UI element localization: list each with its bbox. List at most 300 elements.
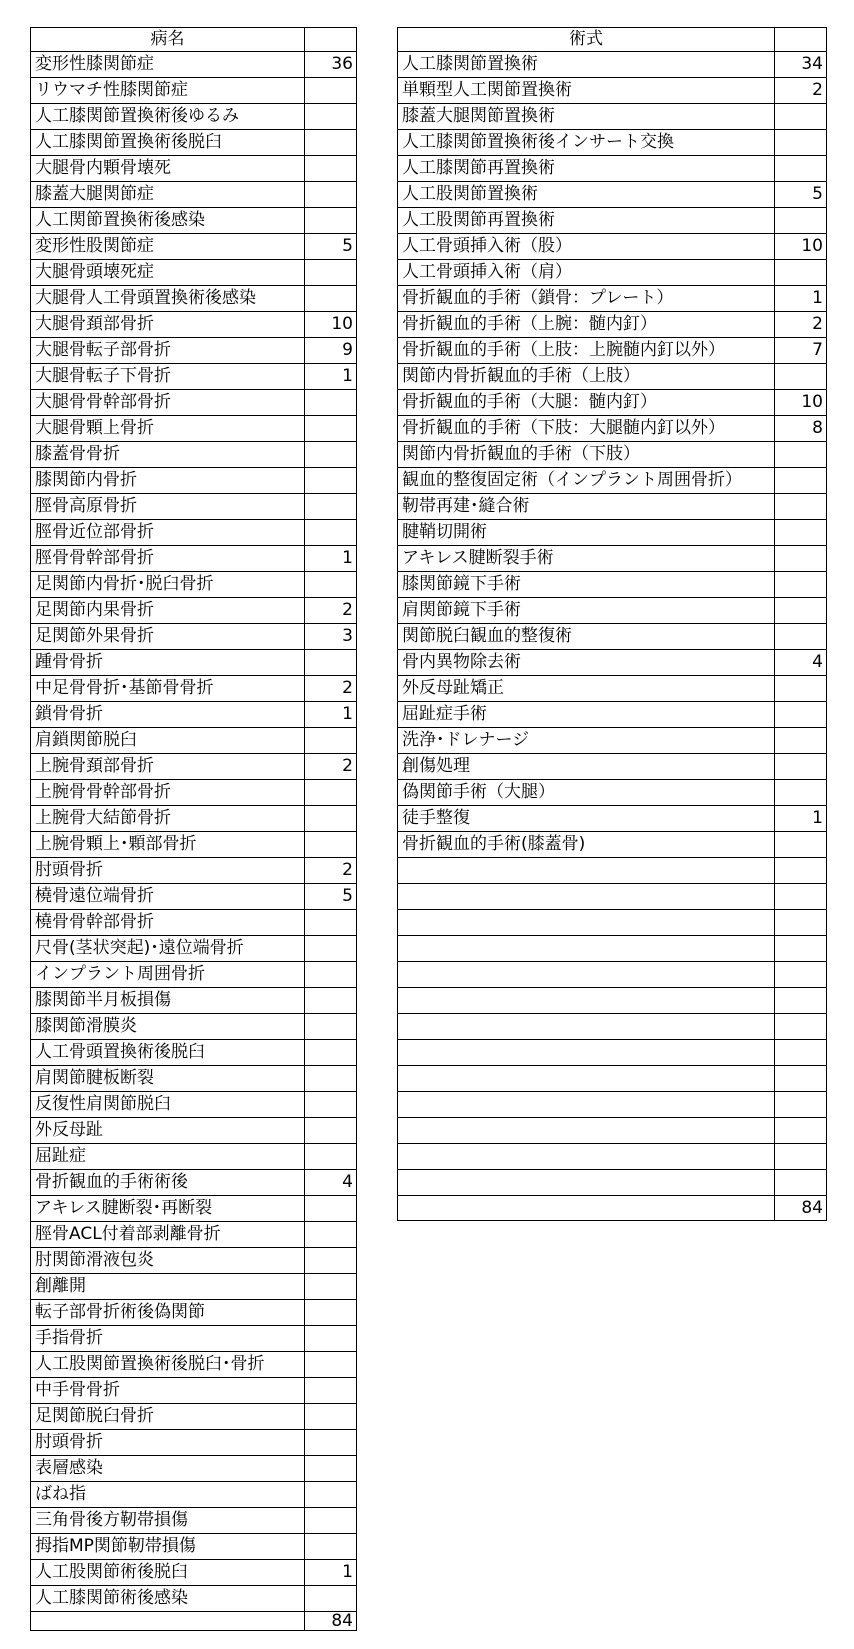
procedure-header-row	[398, 28, 827, 52]
diagnosis-count	[305, 468, 357, 494]
diagnosis-count: 4	[305, 1170, 357, 1196]
procedure-count	[775, 1118, 827, 1144]
diagnosis-row	[31, 416, 357, 442]
procedure-row	[398, 286, 827, 312]
diagnosis-count	[305, 832, 357, 858]
diagnosis-table	[30, 27, 357, 1631]
diagnosis-row	[31, 1300, 357, 1326]
procedure-count	[775, 1014, 827, 1040]
procedure-name: 膝蓋大腿関節置換術	[398, 104, 775, 130]
procedure-name: 単顆型人工関節置換術	[398, 78, 775, 104]
procedure-count: 5	[775, 182, 827, 208]
diagnosis-count: 1	[305, 364, 357, 390]
diagnosis-name: ばね指	[31, 1482, 305, 1508]
diagnosis-name: 膝蓋骨骨折	[31, 442, 305, 468]
procedure-count	[775, 1066, 827, 1092]
procedure-name	[398, 1092, 775, 1118]
diagnosis-count: 1	[305, 1560, 357, 1586]
diagnosis-count	[305, 572, 357, 598]
diagnosis-name: 大腿骨人工骨頭置換術後感染	[31, 286, 305, 312]
diagnosis-row	[31, 1040, 357, 1066]
diagnosis-row	[31, 442, 357, 468]
procedure-count	[775, 520, 827, 546]
procedure-row	[398, 52, 827, 78]
procedure-name: 人工膝関節再置換術	[398, 156, 775, 182]
diagnosis-name: 屈趾症	[31, 1144, 305, 1170]
diagnosis-name: 肘頭骨折	[31, 858, 305, 884]
diagnosis-count	[305, 1430, 357, 1456]
diagnosis-row	[31, 208, 357, 234]
diagnosis-count: 2	[305, 598, 357, 624]
procedure-count	[775, 754, 827, 780]
diagnosis-count: 1	[305, 546, 357, 572]
procedure-row	[398, 468, 827, 494]
procedure-row	[398, 754, 827, 780]
diagnosis-row	[31, 624, 357, 650]
diagnosis-name: 上腕骨頚部骨折	[31, 754, 305, 780]
diagnosis-count	[305, 1456, 357, 1482]
diagnosis-row	[31, 1560, 357, 1586]
procedure-row	[398, 910, 827, 936]
procedure-count	[775, 364, 827, 390]
diagnosis-count	[305, 156, 357, 182]
diagnosis-count: 9	[305, 338, 357, 364]
procedure-row	[398, 650, 827, 676]
procedure-count	[775, 780, 827, 806]
diagnosis-row	[31, 1170, 357, 1196]
procedure-count	[775, 572, 827, 598]
diagnosis-count	[305, 1040, 357, 1066]
diagnosis-name: 変形性膝関節症	[31, 52, 305, 78]
procedure-name	[398, 1040, 775, 1066]
diagnosis-count	[305, 1144, 357, 1170]
diagnosis-count	[305, 1586, 357, 1612]
diagnosis-count	[305, 910, 357, 936]
diagnosis-table-body	[31, 28, 357, 1631]
procedure-name: 関節脱臼観血的整復術	[398, 624, 775, 650]
diagnosis-row	[31, 520, 357, 546]
diagnosis-row	[31, 234, 357, 260]
diagnosis-row	[31, 1144, 357, 1170]
procedure-name: 骨内異物除去術	[398, 650, 775, 676]
procedure-row	[398, 572, 827, 598]
procedure-count: 34	[775, 52, 827, 78]
diagnosis-count	[305, 728, 357, 754]
diagnosis-name: 肘関節滑液包炎	[31, 1248, 305, 1274]
procedure-row	[398, 260, 827, 286]
procedure-row	[398, 728, 827, 754]
procedure-row	[398, 1092, 827, 1118]
diagnosis-count	[305, 1404, 357, 1430]
procedure-row	[398, 1170, 827, 1196]
diagnosis-name: 肩関節腱板断裂	[31, 1066, 305, 1092]
diagnosis-name: 人工骨頭置換術後脱臼	[31, 1040, 305, 1066]
diagnosis-count: 1	[305, 702, 357, 728]
diagnosis-row	[31, 1352, 357, 1378]
diagnosis-count	[305, 260, 357, 286]
diagnosis-name: 橈骨遠位端骨折	[31, 884, 305, 910]
procedure-count	[775, 988, 827, 1014]
procedure-row	[398, 182, 827, 208]
diagnosis-row	[31, 936, 357, 962]
procedure-name: 骨折観血的手術（上腕：髄内釘）	[398, 312, 775, 338]
procedure-count	[775, 702, 827, 728]
procedure-row	[398, 234, 827, 260]
diagnosis-total-row	[31, 1612, 357, 1631]
diagnosis-row	[31, 1378, 357, 1404]
diagnosis-name: 脛骨ACL付着部剥離骨折	[31, 1222, 305, 1248]
procedure-row	[398, 936, 827, 962]
diagnosis-count	[305, 780, 357, 806]
diagnosis-name: 大腿骨頭壊死症	[31, 260, 305, 286]
procedure-row	[398, 884, 827, 910]
diagnosis-count	[305, 1326, 357, 1352]
procedure-name: 人工股関節置換術	[398, 182, 775, 208]
procedure-row	[398, 1040, 827, 1066]
diagnosis-name: 変形性股関節症	[31, 234, 305, 260]
procedure-count	[775, 260, 827, 286]
diagnosis-name: 膝関節滑膜炎	[31, 1014, 305, 1040]
procedure-name: 腱鞘切開術	[398, 520, 775, 546]
procedure-row	[398, 858, 827, 884]
procedure-name	[398, 1118, 775, 1144]
diagnosis-name: 大腿骨顆上骨折	[31, 416, 305, 442]
procedure-row	[398, 494, 827, 520]
diagnosis-row	[31, 156, 357, 182]
diagnosis-name: 膝関節内骨折	[31, 468, 305, 494]
procedure-name	[398, 1066, 775, 1092]
procedure-count	[775, 546, 827, 572]
procedure-row	[398, 364, 827, 390]
procedure-count	[775, 1040, 827, 1066]
diagnosis-row	[31, 1118, 357, 1144]
diagnosis-count	[305, 1248, 357, 1274]
procedure-count: 7	[775, 338, 827, 364]
procedure-name: 洗浄･ドレナージ	[398, 728, 775, 754]
procedure-row	[398, 156, 827, 182]
diagnosis-row	[31, 338, 357, 364]
diagnosis-row	[31, 884, 357, 910]
diagnosis-name: 人工膝関節置換術後脱臼	[31, 130, 305, 156]
diagnosis-header-row	[31, 28, 357, 52]
procedure-name: 関節内骨折観血的手術（上肢）	[398, 364, 775, 390]
procedure-name: 人工股関節再置換術	[398, 208, 775, 234]
procedure-name	[398, 1144, 775, 1170]
procedure-count	[775, 494, 827, 520]
diagnosis-count	[305, 182, 357, 208]
procedure-count	[775, 676, 827, 702]
procedure-name	[398, 1170, 775, 1196]
procedure-count	[775, 624, 827, 650]
procedure-count	[775, 962, 827, 988]
procedure-table	[397, 27, 827, 1221]
diagnosis-row	[31, 1014, 357, 1040]
diagnosis-row	[31, 910, 357, 936]
diagnosis-row	[31, 1508, 357, 1534]
diagnosis-count	[305, 1534, 357, 1560]
diagnosis-row	[31, 1430, 357, 1456]
procedure-count	[775, 130, 827, 156]
procedure-count: 2	[775, 312, 827, 338]
diagnosis-row	[31, 1196, 357, 1222]
diagnosis-name: 三角骨後方靭帯損傷	[31, 1508, 305, 1534]
procedure-name: 屈趾症手術	[398, 702, 775, 728]
diagnosis-count	[305, 78, 357, 104]
diagnosis-name: 踵骨骨折	[31, 650, 305, 676]
procedure-name: 骨折観血的手術(膝蓋骨)	[398, 832, 775, 858]
procedure-name: 骨折観血的手術（下肢：大腿髄内釘以外）	[398, 416, 775, 442]
diagnosis-name: 大腿骨頚部骨折	[31, 312, 305, 338]
diagnosis-name: 反復性肩関節脱臼	[31, 1092, 305, 1118]
diagnosis-row	[31, 182, 357, 208]
procedure-count	[775, 936, 827, 962]
diagnosis-row	[31, 962, 357, 988]
diagnosis-count	[305, 1066, 357, 1092]
diagnosis-count	[305, 936, 357, 962]
procedure-name: 人工膝関節置換術後インサート交換	[398, 130, 775, 156]
procedure-count	[775, 104, 827, 130]
diagnosis-row	[31, 78, 357, 104]
diagnosis-name: 骨折観血的手術術後	[31, 1170, 305, 1196]
procedure-count	[775, 468, 827, 494]
procedure-row	[398, 390, 827, 416]
procedure-row	[398, 104, 827, 130]
procedure-name: 徒手整復	[398, 806, 775, 832]
diagnosis-row	[31, 702, 357, 728]
procedure-row	[398, 1014, 827, 1040]
procedure-name	[398, 962, 775, 988]
diagnosis-total: 84	[305, 1612, 357, 1631]
diagnosis-count	[305, 416, 357, 442]
procedure-total-label	[398, 1196, 775, 1221]
diagnosis-row	[31, 806, 357, 832]
diagnosis-name: リウマチ性膝関節症	[31, 78, 305, 104]
diagnosis-row	[31, 1248, 357, 1274]
diagnosis-name: 脛骨高原骨折	[31, 494, 305, 520]
diagnosis-row	[31, 260, 357, 286]
diagnosis-row	[31, 1274, 357, 1300]
diagnosis-name: 中足骨骨折･基節骨骨折	[31, 676, 305, 702]
diagnosis-row	[31, 546, 357, 572]
procedure-name: アキレス腱断裂手術	[398, 546, 775, 572]
procedure-count	[775, 728, 827, 754]
procedure-count: 10	[775, 234, 827, 260]
diagnosis-row	[31, 390, 357, 416]
procedure-table-body	[398, 28, 827, 1221]
procedure-count	[775, 884, 827, 910]
diagnosis-count	[305, 962, 357, 988]
diagnosis-name: 中手骨骨折	[31, 1378, 305, 1404]
diagnosis-name: 大腿骨骨幹部骨折	[31, 390, 305, 416]
procedure-name: 偽関節手術（大腿）	[398, 780, 775, 806]
procedure-row	[398, 780, 827, 806]
diagnosis-row	[31, 572, 357, 598]
diagnosis-row	[31, 1404, 357, 1430]
procedure-row	[398, 442, 827, 468]
diagnosis-name: 脛骨近位部骨折	[31, 520, 305, 546]
diagnosis-count: 2	[305, 676, 357, 702]
diagnosis-name: 足関節脱臼骨折	[31, 1404, 305, 1430]
diagnosis-name: アキレス腱断裂･再断裂	[31, 1196, 305, 1222]
procedure-row	[398, 338, 827, 364]
diagnosis-row	[31, 1326, 357, 1352]
procedure-name: 人工膝関節置換術	[398, 52, 775, 78]
diagnosis-name: 上腕骨大結節骨折	[31, 806, 305, 832]
diagnosis-count: 5	[305, 884, 357, 910]
procedure-name: 膝関節鏡下手術	[398, 572, 775, 598]
procedure-name	[398, 1014, 775, 1040]
diagnosis-count-header	[305, 28, 357, 52]
procedure-total-row	[398, 1196, 827, 1221]
procedure-count	[775, 1170, 827, 1196]
procedure-count: 8	[775, 416, 827, 442]
procedure-row	[398, 1066, 827, 1092]
diagnosis-count	[305, 1352, 357, 1378]
procedure-count-header	[775, 28, 827, 52]
diagnosis-row	[31, 780, 357, 806]
procedure-row	[398, 1118, 827, 1144]
diagnosis-row	[31, 52, 357, 78]
diagnosis-count	[305, 520, 357, 546]
diagnosis-name: 人工膝関節術後感染	[31, 1586, 305, 1612]
diagnosis-header: 病名	[31, 28, 305, 52]
procedure-name: 骨折観血的手術（上肢：上腕髄内釘以外）	[398, 338, 775, 364]
diagnosis-count: 10	[305, 312, 357, 338]
procedure-name: 靭帯再建･縫合術	[398, 494, 775, 520]
diagnosis-name: 鎖骨骨折	[31, 702, 305, 728]
procedure-name: 外反母趾矯正	[398, 676, 775, 702]
diagnosis-count	[305, 1508, 357, 1534]
diagnosis-row	[31, 286, 357, 312]
diagnosis-total-label	[31, 1612, 305, 1631]
diagnosis-count	[305, 208, 357, 234]
procedure-row	[398, 962, 827, 988]
procedure-count	[775, 832, 827, 858]
diagnosis-count	[305, 286, 357, 312]
diagnosis-count: 36	[305, 52, 357, 78]
procedure-name	[398, 910, 775, 936]
diagnosis-name: 足関節内骨折･脱臼骨折	[31, 572, 305, 598]
diagnosis-row	[31, 312, 357, 338]
procedure-count	[775, 208, 827, 234]
procedure-count: 1	[775, 286, 827, 312]
diagnosis-row	[31, 130, 357, 156]
diagnosis-row	[31, 650, 357, 676]
procedure-row	[398, 702, 827, 728]
procedure-row	[398, 130, 827, 156]
diagnosis-count	[305, 130, 357, 156]
diagnosis-row	[31, 754, 357, 780]
procedure-count	[775, 1144, 827, 1170]
diagnosis-count	[305, 1378, 357, 1404]
diagnosis-row	[31, 832, 357, 858]
diagnosis-row	[31, 1586, 357, 1612]
diagnosis-name: 大腿骨内顆骨壊死	[31, 156, 305, 182]
procedure-count: 4	[775, 650, 827, 676]
procedure-name: 創傷処理	[398, 754, 775, 780]
procedure-row	[398, 208, 827, 234]
diagnosis-count	[305, 494, 357, 520]
procedure-row	[398, 1144, 827, 1170]
diagnosis-row	[31, 988, 357, 1014]
diagnosis-count	[305, 988, 357, 1014]
diagnosis-name: 人工関節置換術後感染	[31, 208, 305, 234]
diagnosis-count	[305, 1118, 357, 1144]
procedure-name	[398, 988, 775, 1014]
procedure-row	[398, 598, 827, 624]
procedure-name: 人工骨頭挿入術（股）	[398, 234, 775, 260]
diagnosis-name: 拇指MP関節靭帯損傷	[31, 1534, 305, 1560]
diagnosis-name: 肩鎖関節脱臼	[31, 728, 305, 754]
procedure-name: 関節内骨折観血的手術（下肢）	[398, 442, 775, 468]
diagnosis-count	[305, 104, 357, 130]
procedure-row	[398, 676, 827, 702]
diagnosis-name: 手指骨折	[31, 1326, 305, 1352]
diagnosis-name: 表層感染	[31, 1456, 305, 1482]
diagnosis-count	[305, 1092, 357, 1118]
diagnosis-row	[31, 104, 357, 130]
diagnosis-count	[305, 1222, 357, 1248]
diagnosis-name: インプラント周囲骨折	[31, 962, 305, 988]
diagnosis-count: 2	[305, 858, 357, 884]
diagnosis-row	[31, 364, 357, 390]
procedure-row	[398, 520, 827, 546]
diagnosis-count	[305, 1300, 357, 1326]
diagnosis-name: 足関節内果骨折	[31, 598, 305, 624]
diagnosis-count	[305, 650, 357, 676]
procedure-row	[398, 806, 827, 832]
diagnosis-row	[31, 1534, 357, 1560]
diagnosis-name: 人工股関節置換術後脱臼･骨折	[31, 1352, 305, 1378]
diagnosis-count	[305, 1274, 357, 1300]
diagnosis-row	[31, 1482, 357, 1508]
procedure-name	[398, 884, 775, 910]
diagnosis-name: 脛骨骨幹部骨折	[31, 546, 305, 572]
diagnosis-name: 大腿骨転子下骨折	[31, 364, 305, 390]
diagnosis-count: 2	[305, 754, 357, 780]
diagnosis-count	[305, 806, 357, 832]
procedure-row	[398, 624, 827, 650]
procedure-total: 84	[775, 1196, 827, 1221]
diagnosis-name: 膝関節半月板損傷	[31, 988, 305, 1014]
diagnosis-count	[305, 1196, 357, 1222]
procedure-count	[775, 156, 827, 182]
diagnosis-name: 橈骨骨幹部骨折	[31, 910, 305, 936]
procedure-header: 術式	[398, 28, 775, 52]
diagnosis-name: 膝蓋大腿関節症	[31, 182, 305, 208]
diagnosis-count	[305, 390, 357, 416]
procedure-row	[398, 546, 827, 572]
procedure-row	[398, 312, 827, 338]
diagnosis-name: 創離開	[31, 1274, 305, 1300]
procedure-count: 1	[775, 806, 827, 832]
diagnosis-count	[305, 1482, 357, 1508]
diagnosis-name: 転子部骨折術後偽関節	[31, 1300, 305, 1326]
diagnosis-row	[31, 468, 357, 494]
diagnosis-count: 5	[305, 234, 357, 260]
procedure-name: 人工骨頭挿入術（肩）	[398, 260, 775, 286]
procedure-count: 2	[775, 78, 827, 104]
diagnosis-name: 人工股関節術後脱臼	[31, 1560, 305, 1586]
procedure-row	[398, 832, 827, 858]
diagnosis-name: 上腕骨顆上･顆部骨折	[31, 832, 305, 858]
procedure-count: 10	[775, 390, 827, 416]
diagnosis-row	[31, 494, 357, 520]
procedure-count	[775, 1092, 827, 1118]
procedure-name	[398, 858, 775, 884]
procedure-count	[775, 910, 827, 936]
diagnosis-row	[31, 1066, 357, 1092]
